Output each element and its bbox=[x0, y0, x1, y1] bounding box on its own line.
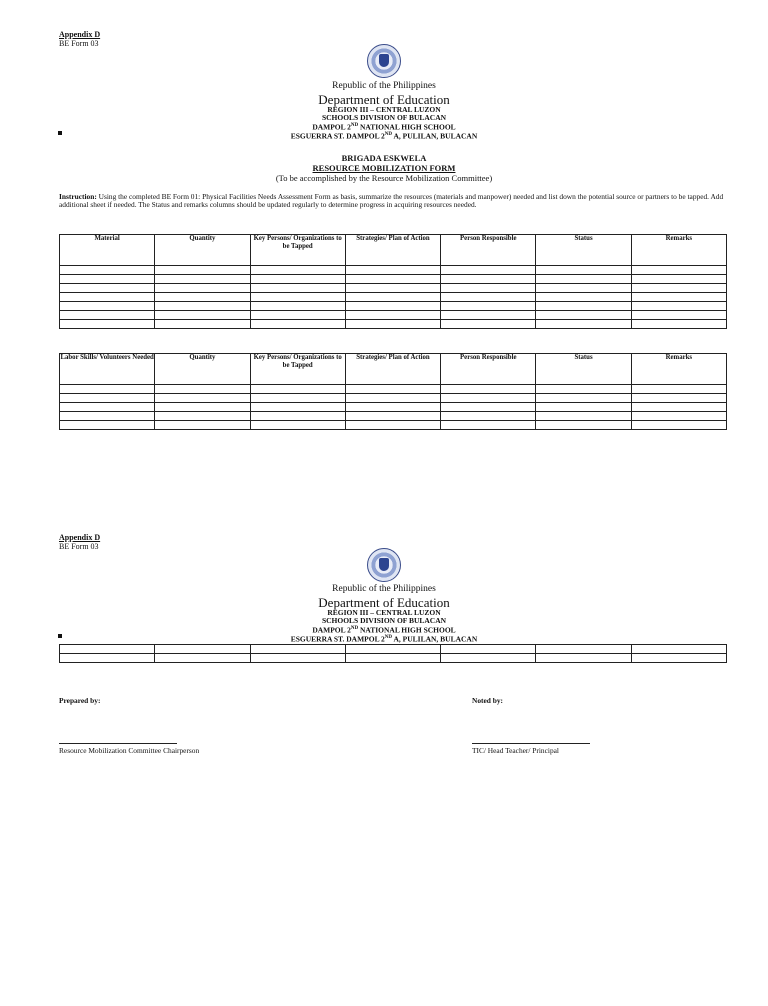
col-quantity: Quantity bbox=[155, 235, 250, 266]
region-line: REGION III – CENTRAL LUZON bbox=[327, 105, 441, 114]
republic-line: Republic of the Philippines bbox=[332, 584, 436, 594]
table-row bbox=[60, 412, 727, 421]
table-row bbox=[60, 311, 727, 320]
school-line: DAMPOL 2ND NATIONAL HIGH SCHOOL bbox=[312, 625, 456, 635]
col-status: Status bbox=[536, 354, 631, 385]
appendix-block-2 bbox=[59, 533, 100, 551]
form-subtitle: (To be accomplished by the Resource Mobilization Committee) bbox=[275, 173, 493, 183]
form-subtitle-title: RESOURCE MOBILIZATION FORM bbox=[312, 163, 456, 173]
prepared-role: Resource Mobilization Committee Chairperson bbox=[59, 746, 200, 755]
department-line: Department of Education bbox=[318, 92, 450, 107]
bullet-mark bbox=[58, 131, 62, 135]
table-row bbox=[60, 421, 727, 430]
noted-by-label: Noted by: bbox=[472, 696, 503, 705]
col-labor-skills: Labor Skills/ Volunteers Needed bbox=[60, 354, 155, 385]
table-row bbox=[60, 645, 727, 654]
col-key-persons: Key Persons/ Organizations to be Tapped bbox=[250, 235, 345, 266]
table-row bbox=[60, 284, 727, 293]
table-row bbox=[60, 394, 727, 403]
appendix-title: Appendix D bbox=[59, 30, 101, 39]
address-line: ESGUERRA ST. DAMPOL 2ND A, PULILAN, BULACAN bbox=[290, 131, 478, 141]
col-key-persons: Key Persons/ Organizations to be Tapped bbox=[250, 354, 345, 385]
col-status: Status bbox=[536, 235, 631, 266]
col-person-responsible: Person Responsible bbox=[441, 235, 536, 266]
labor-table bbox=[59, 353, 727, 430]
col-remarks: Remarks bbox=[631, 235, 726, 266]
col-person-responsible: Person Responsible bbox=[441, 354, 536, 385]
col-strategies: Strategies/ Plan of Action bbox=[345, 354, 440, 385]
col-material: Material bbox=[60, 235, 155, 266]
division-line: SCHOOLS DIVISION OF BULACAN bbox=[321, 113, 447, 122]
school-line: DAMPOL 2ND NATIONAL HIGH SCHOOL bbox=[312, 122, 456, 132]
appendix-title: Appendix D bbox=[59, 533, 101, 542]
deped-seal-icon bbox=[367, 548, 401, 582]
form-number: BE Form 03 bbox=[59, 39, 99, 48]
col-remarks: Remarks bbox=[631, 354, 726, 385]
noted-role: TIC/ Head Teacher/ Principal bbox=[472, 746, 559, 755]
col-strategies: Strategies/ Plan of Action bbox=[345, 235, 440, 266]
division-line: SCHOOLS DIVISION OF BULACAN bbox=[321, 616, 447, 625]
bullet-mark bbox=[58, 634, 62, 638]
continuation-table bbox=[59, 644, 727, 663]
table-row bbox=[60, 266, 727, 275]
appendix-block bbox=[59, 30, 100, 48]
materials-table bbox=[59, 234, 727, 329]
department-line: Department of Education bbox=[318, 595, 450, 610]
table-row bbox=[60, 385, 727, 394]
col-quantity: Quantity bbox=[155, 354, 250, 385]
deped-seal-icon bbox=[367, 44, 401, 78]
table-row bbox=[60, 320, 727, 329]
table-row bbox=[60, 293, 727, 302]
form-number: BE Form 03 bbox=[59, 542, 99, 551]
republic-line: Republic of the Philippines bbox=[332, 81, 436, 91]
signature-line bbox=[59, 743, 177, 744]
region-line: REGION III – CENTRAL LUZON bbox=[327, 608, 441, 617]
table-row bbox=[60, 302, 727, 311]
signature-line bbox=[472, 743, 590, 744]
table-row bbox=[60, 275, 727, 284]
instruction-text: Instruction: Using the completed BE Form 01: Physical Facilities Needs Assessment Form as basis, summarize the resources (materials and manpower) needed and list down the potential source or partners to be tapped. Add additional sheet if needed. The Status and remarks columns should be updated regularly to determine progress in acquiring resources needed. bbox=[59, 192, 724, 210]
form-title: BRIGADA ESKWELA bbox=[341, 153, 427, 163]
table-row bbox=[60, 654, 727, 663]
table-row bbox=[60, 403, 727, 412]
address-line: ESGUERRA ST. DAMPOL 2ND A, PULILAN, BULACAN bbox=[290, 634, 478, 644]
prepared-by-label: Prepared by: bbox=[59, 696, 101, 705]
